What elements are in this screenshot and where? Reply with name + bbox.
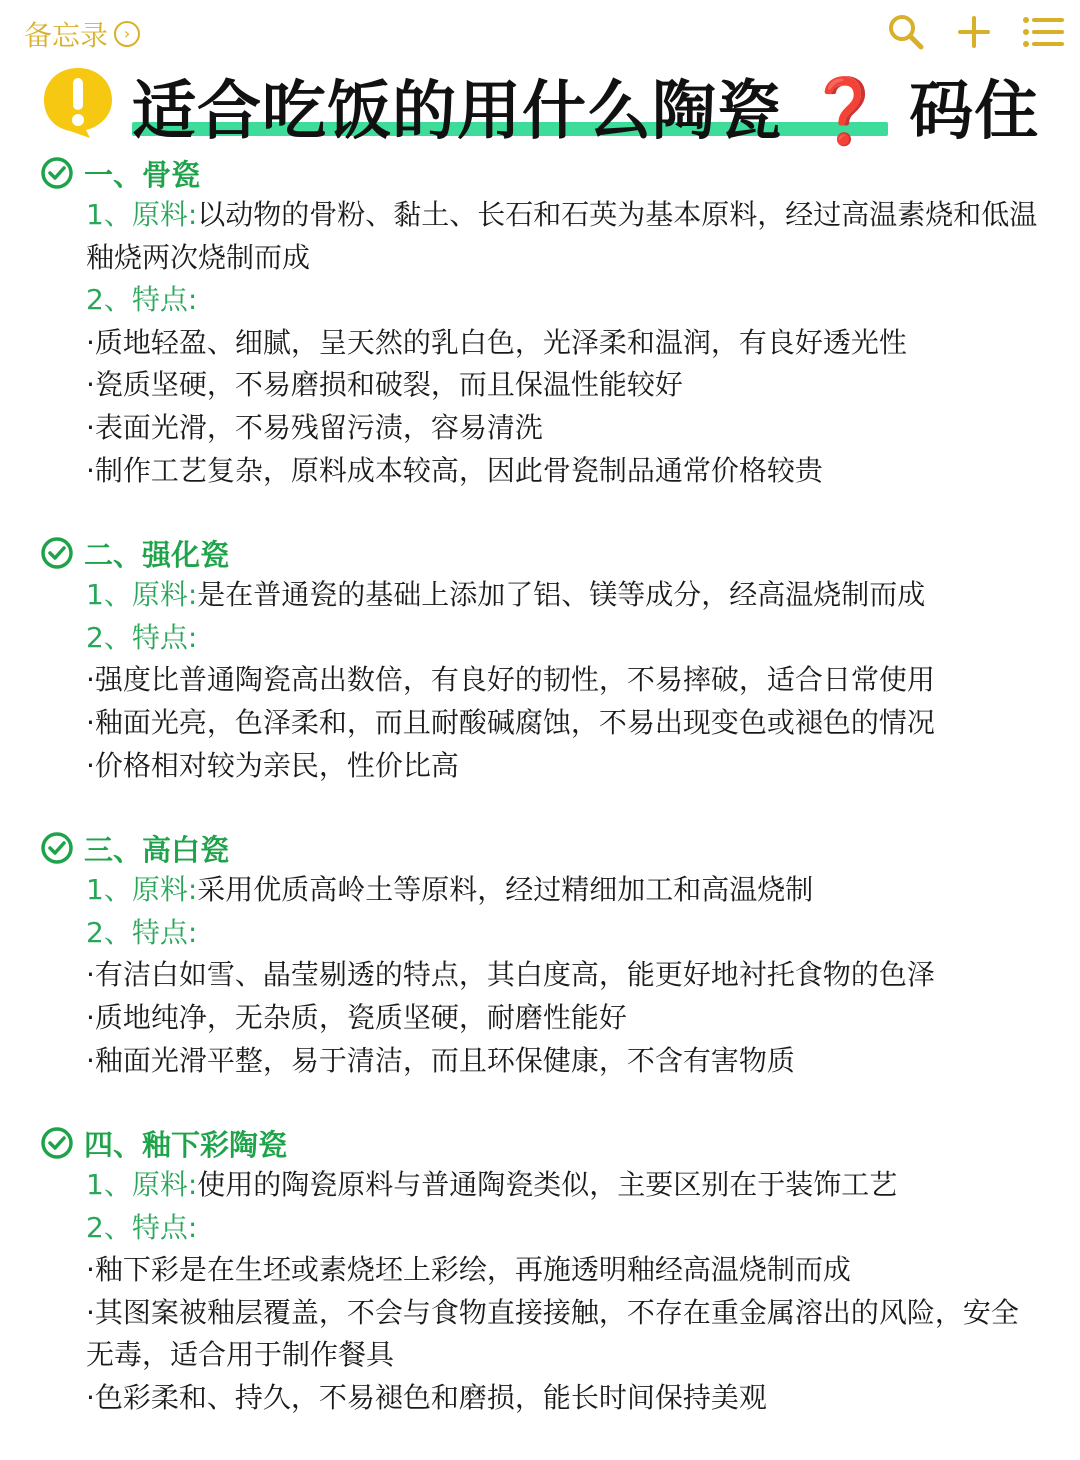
question-mark-icon: ❓	[805, 75, 886, 149]
feature-bullet: ·釉面光滑平整，易于清洁，而且环保健康，不含有害物质	[86, 1043, 795, 1077]
toolbar-icons	[886, 12, 1064, 52]
feature-bullet: ·瓷质坚硬，不易磨损和破裂，而且保温性能较好	[86, 368, 683, 402]
material-line	[40, 1164, 1040, 1207]
section-underglaze-porcelain	[40, 1122, 1040, 1420]
feature-bullet: ·色彩柔和、持久，不易褪色和磨损，能长时间保持美观	[86, 1381, 767, 1415]
title-main: 适合吃饭的用什么陶瓷	[132, 75, 782, 149]
material-line	[40, 194, 1040, 279]
section-title: 一、骨瓷	[84, 157, 201, 192]
list-icon[interactable]	[1022, 14, 1064, 50]
search-icon[interactable]	[886, 12, 926, 52]
material-text: 是在普通瓷的基础上添加了铝、镁等成分，经高温烧制而成	[197, 578, 926, 612]
check-circle-icon	[40, 156, 74, 190]
material-text: 采用优质高岭土等原料，经过精细加工和高温烧制	[197, 873, 814, 907]
check-circle-icon	[40, 1126, 74, 1160]
back-label: 备忘录	[24, 19, 109, 52]
material-label: 1、原料:	[86, 578, 198, 612]
feature-label: 2、特点:	[86, 620, 198, 654]
section-high-white-porcelain	[40, 827, 1040, 1082]
title-tail: 码住	[909, 75, 1040, 149]
note-body	[40, 152, 1040, 1460]
feature-bullet: ·价格相对较为亲民，性价比高	[86, 748, 459, 782]
back-button[interactable]	[24, 14, 140, 54]
material-line	[40, 574, 1040, 617]
feature-bullet: ·强度比普通陶瓷高出数倍，有良好的韧性，不易摔破，适合日常使用	[86, 663, 935, 697]
material-label: 1、原料:	[86, 873, 198, 907]
check-circle-icon	[40, 536, 74, 570]
material-text: 使用的陶瓷原料与普通陶瓷类似，主要区别在于装饰工艺	[197, 1168, 898, 1202]
feature-bullet: ·釉下彩是在生坯或素烧坯上彩绘，再施透明釉经高温烧制而成	[86, 1253, 851, 1287]
section-bone-china	[40, 152, 1040, 492]
chevron-right-icon: ›	[114, 21, 140, 47]
section-header	[40, 532, 1040, 574]
feature-bullet: ·其图案被釉层覆盖，不会与食物直接接触，不存在重金属溶出的风险，安全无毒，适合用于制作餐具	[86, 1295, 1019, 1372]
material-text: 以动物的骨粉、黏土、长石和石英为基本原料，经过高温素烧和低温釉烧两次烧制而成	[86, 198, 1038, 274]
feature-bullet: ·质地轻盈、细腻，呈天然的乳白色，光泽柔和温润，有良好透光性	[86, 325, 907, 359]
check-circle-icon	[40, 831, 74, 865]
feature-label: 2、特点:	[86, 915, 198, 949]
feature-bullet: ·有洁白如雪、晶莹剔透的特点，其白度高，能更好地衬托食物的色泽	[86, 958, 935, 992]
feature-bullet: ·质地纯净，无杂质，瓷质坚硬，耐磨性能好	[86, 1000, 627, 1034]
section-title: 三、高白瓷	[84, 832, 230, 867]
page-title	[132, 60, 1039, 152]
title-block	[40, 58, 1060, 148]
feature-label: 2、特点:	[86, 1210, 198, 1244]
feature-bullet: ·表面光滑，不易残留污渍，容易清洗	[86, 410, 543, 444]
plus-icon[interactable]	[956, 14, 992, 50]
feature-bullet: ·制作工艺复杂，原料成本较高，因此骨瓷制品通常价格较贵	[86, 453, 823, 487]
feature-label: 2、特点:	[86, 283, 198, 317]
exclamation-bubble-icon	[40, 64, 116, 140]
section-title: 四、釉下彩陶瓷	[84, 1127, 288, 1162]
section-header	[40, 152, 1040, 194]
section-header	[40, 827, 1040, 869]
material-label: 1、原料:	[86, 198, 198, 231]
material-line	[40, 869, 1040, 912]
section-strengthened-porcelain	[40, 532, 1040, 787]
feature-bullet: ·釉面光亮，色泽柔和，而且耐酸碱腐蚀，不易出现变色或褪色的情况	[86, 705, 935, 739]
section-header	[40, 1122, 1040, 1164]
section-title: 二、强化瓷	[84, 537, 230, 572]
material-label: 1、原料:	[86, 1168, 198, 1202]
